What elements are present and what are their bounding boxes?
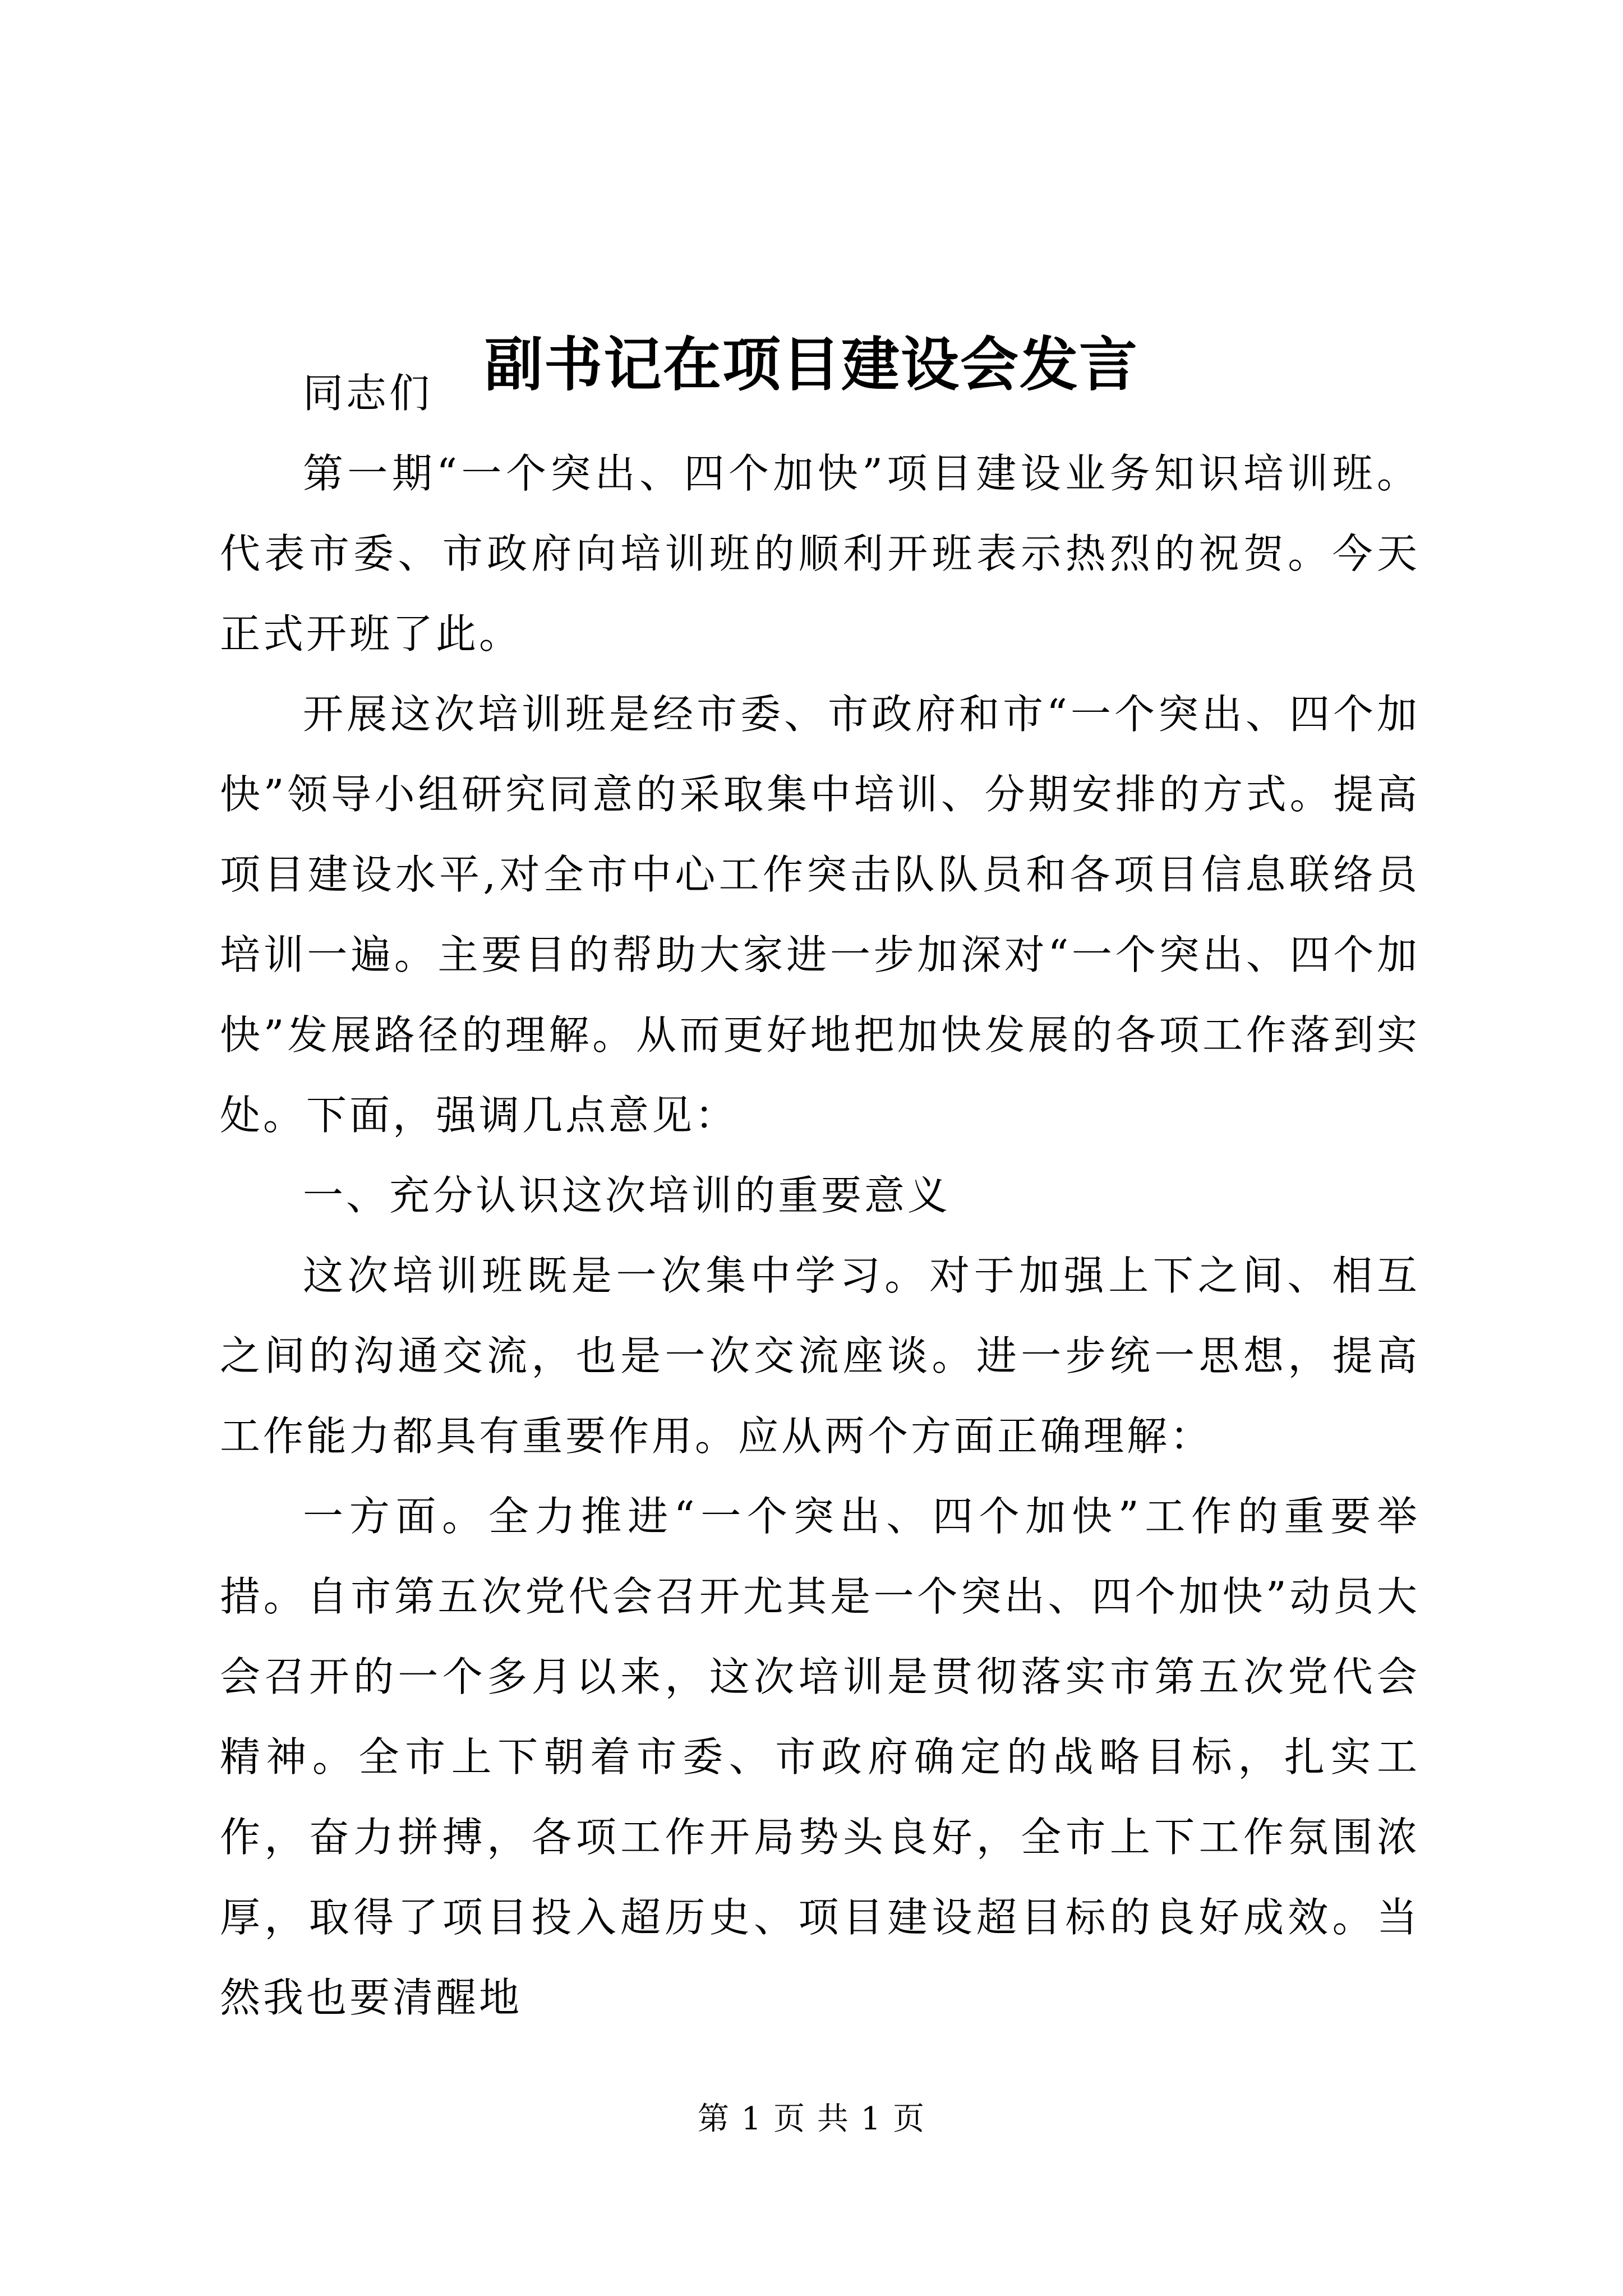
paragraph-significance: 这次培训班既是一次集中学习。对于加强上下之间、相互之间的沟通交流，也是一次交流座谈。进一步统一思想，提高工作能力都具有重要作用。应从两个方面正确理解： [220, 1252, 1420, 1460]
paragraph-opening: 第一期“一个突出、四个加快”项目建设业务知识培训班。代表市委、市政府向培训班的顺利开班表示热烈的祝贺。今天正式开班了此。 [220, 450, 1420, 657]
paragraph-salutation: 同志们 [303, 370, 433, 417]
document-title: 副书记在项目建设会发言 [484, 329, 1138, 399]
page-footer: 第 1 页 共 1 页 [697, 2101, 926, 2137]
section-heading-1: 一、充分认识这次培训的重要意义 [303, 1172, 951, 1219]
paragraph-first-aspect: 一方面。全力推进“一个突出、四个加快”工作的重要举措。自市第五次党代会召开尤其是一个突出、四个加快”动员大会召开的一个多月以来，这次培训是贯彻落实市第五次党代会精神。全市上下朝着市委、市政府确定的战略目标，扎实工作，奋力拼搏，各项工作开局势头良好，全市上下工作氛围浓厚，取得了项目投入超历史、项目建设超目标的良好成效。当然我也要清醒地 [220, 1493, 1420, 2021]
paragraph-purpose: 开展这次培训班是经市委、市政府和市“一个突出、四个加快”领导小组研究同意的采取集中培训、分期安排的方式。提高项目建设水平,对全市中心工作突击队队员和各项目信息联络员培训一遍。主要目的帮助大家进一步加深对“一个突出、四个加快”发展路径的理解。从而更好地把加快发展的各项工作落到实处。下面，强调几点意见： [220, 691, 1420, 1139]
document-body [220, 353, 1420, 2038]
